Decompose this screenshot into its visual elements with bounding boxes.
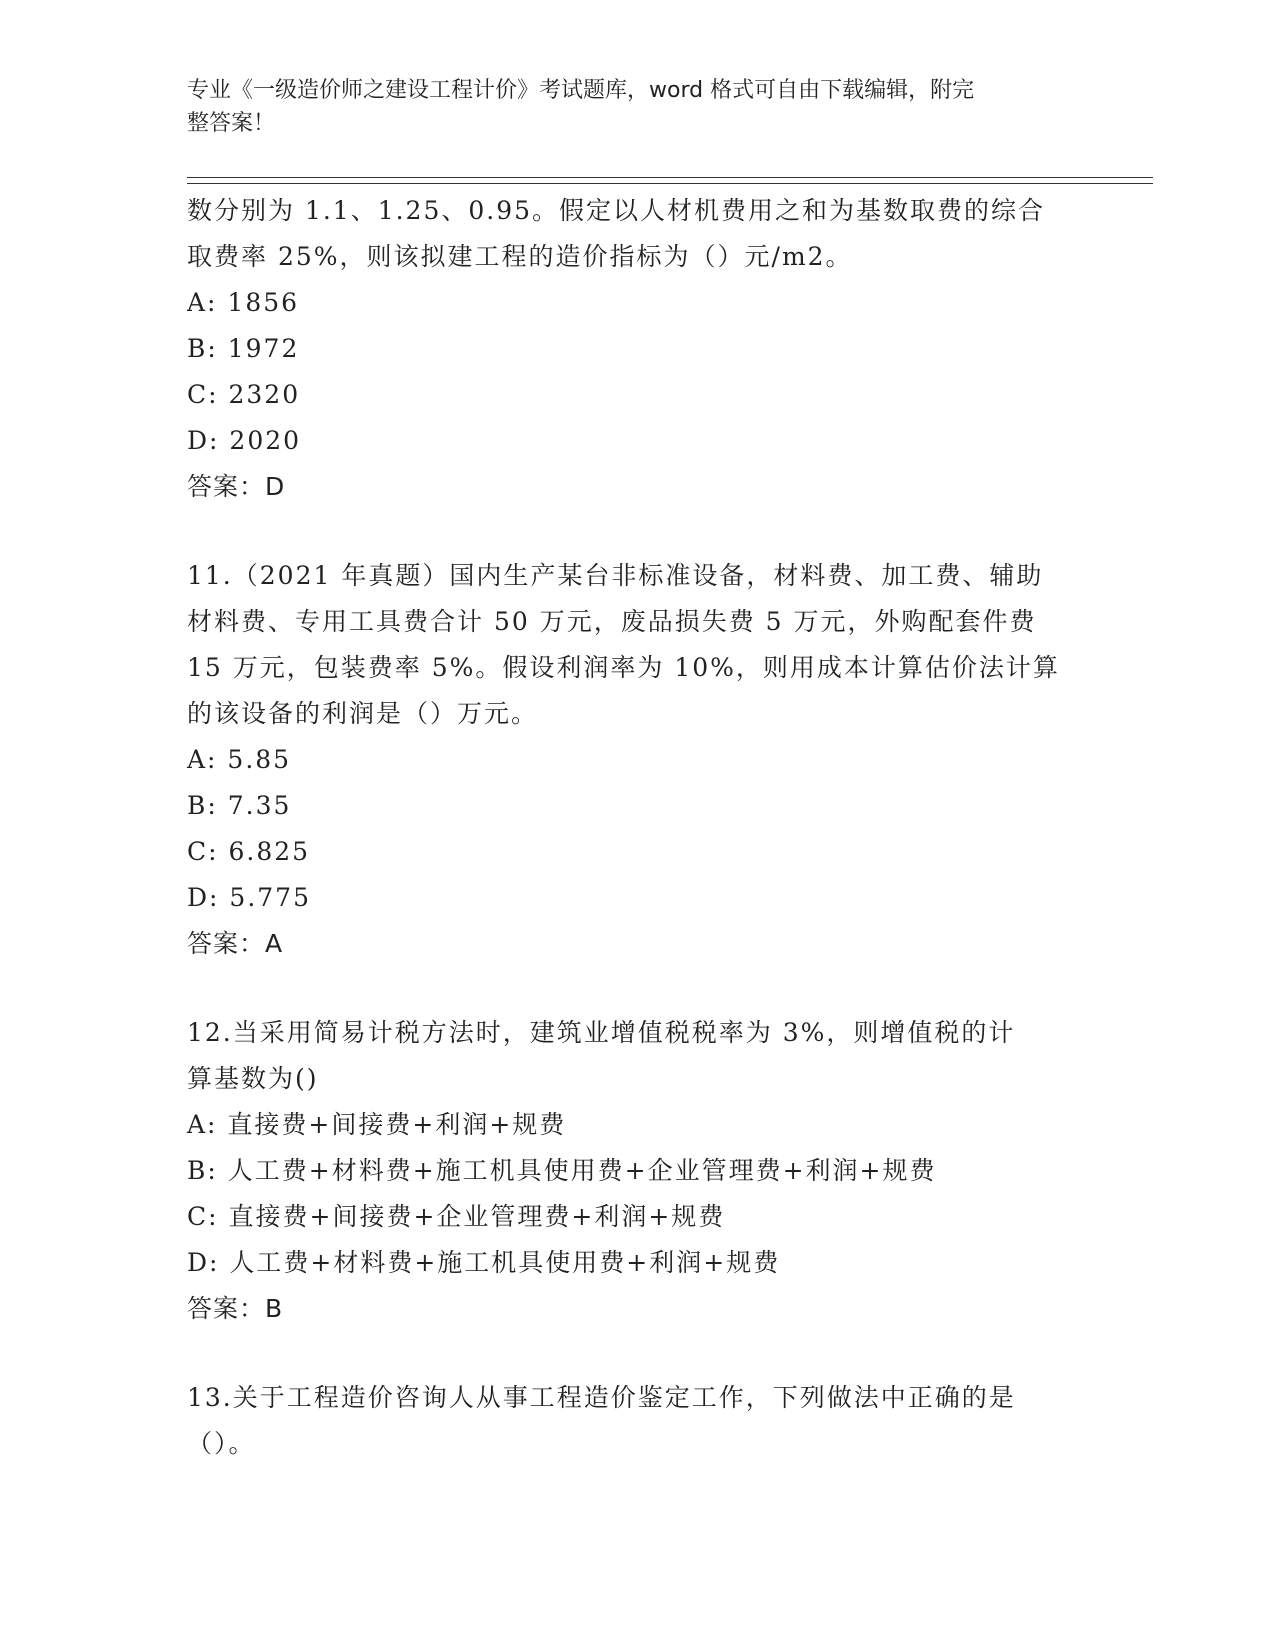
question-11-option-b: B: 7.35 [187,791,292,820]
spacer [187,510,1077,553]
question-11-stem-line-1: 11.（2021 年真题）国内生产某台非标准设备，材料费、加工费、辅助 [187,561,1044,590]
question-12 [187,1010,1077,1332]
question-12-answer: 答案：B [187,1294,284,1323]
question-12-option-c: C: 直接费+间接费+企业管理费+利润+规费 [187,1202,726,1231]
question-11-option-a: A: 5.85 [187,745,292,774]
question-11-stem-line-3: 15 万元，包装费率 5%。假设利润率为 10%，则用成本计算估价法计算 [187,653,1060,682]
question-12-option-d: D: 人工费+材料费+施工机具使用费+利润+规费 [187,1248,781,1277]
question-11-stem-line-4: 的该设备的利润是（）万元。 [187,699,539,728]
question-content [187,188,1077,1467]
question-11-option-c: C: 6.825 [187,837,311,866]
question-10-option-b: B: 1972 [187,334,300,363]
page-header [187,74,1067,140]
question-10-stem-line-2: 取费率 25%，则该拟建工程的造价指标为（）元/m2。 [187,242,853,271]
question-12-option-b: B: 人工费+材料费+施工机具使用费+企业管理费+利润+规费 [187,1156,937,1185]
header-divider-bottom [187,183,1153,184]
question-10 [187,188,1077,510]
question-10-stem-line-1: 数分别为 1.1、1.25、0.95。假定以人材机费用之和为基数取费的综合 [187,196,1046,225]
header-line-2: 整答案！ [187,111,276,136]
question-11-option-d: D: 5.775 [187,883,311,912]
question-13-stem-line-2: （）。 [187,1429,256,1458]
question-10-answer: 答案：D [187,472,286,501]
question-10-option-a: A: 1856 [187,288,300,317]
question-11-answer: 答案：A [187,929,284,958]
question-13-stem-line-1: 13.关于工程造价咨询人从事工程造价鉴定工作，下列做法中正确的是 [187,1383,1016,1412]
question-12-option-a: A: 直接费+间接费+利润+规费 [187,1110,567,1139]
header-line-1: 专业《一级造价师之建设工程计价》考试题库，word 格式可自由下载编辑，附完 [187,78,975,103]
question-11-stem-line-2: 材料费、专用工具费合计 50 万元，废品损失费 5 万元，外购配套件费 [187,607,1037,636]
header-divider-top [187,177,1153,178]
question-13 [187,1375,1077,1467]
question-10-option-c: C: 2320 [187,380,301,409]
question-12-stem-line-1: 12.当采用简易计税方法时，建筑业增值税税率为 3%，则增值税的计 [187,1018,1016,1047]
question-11 [187,553,1077,967]
spacer [187,1332,1077,1375]
question-12-stem-line-2: 算基数为() [187,1064,319,1093]
question-10-option-d: D: 2020 [187,426,302,455]
spacer [187,967,1077,1010]
